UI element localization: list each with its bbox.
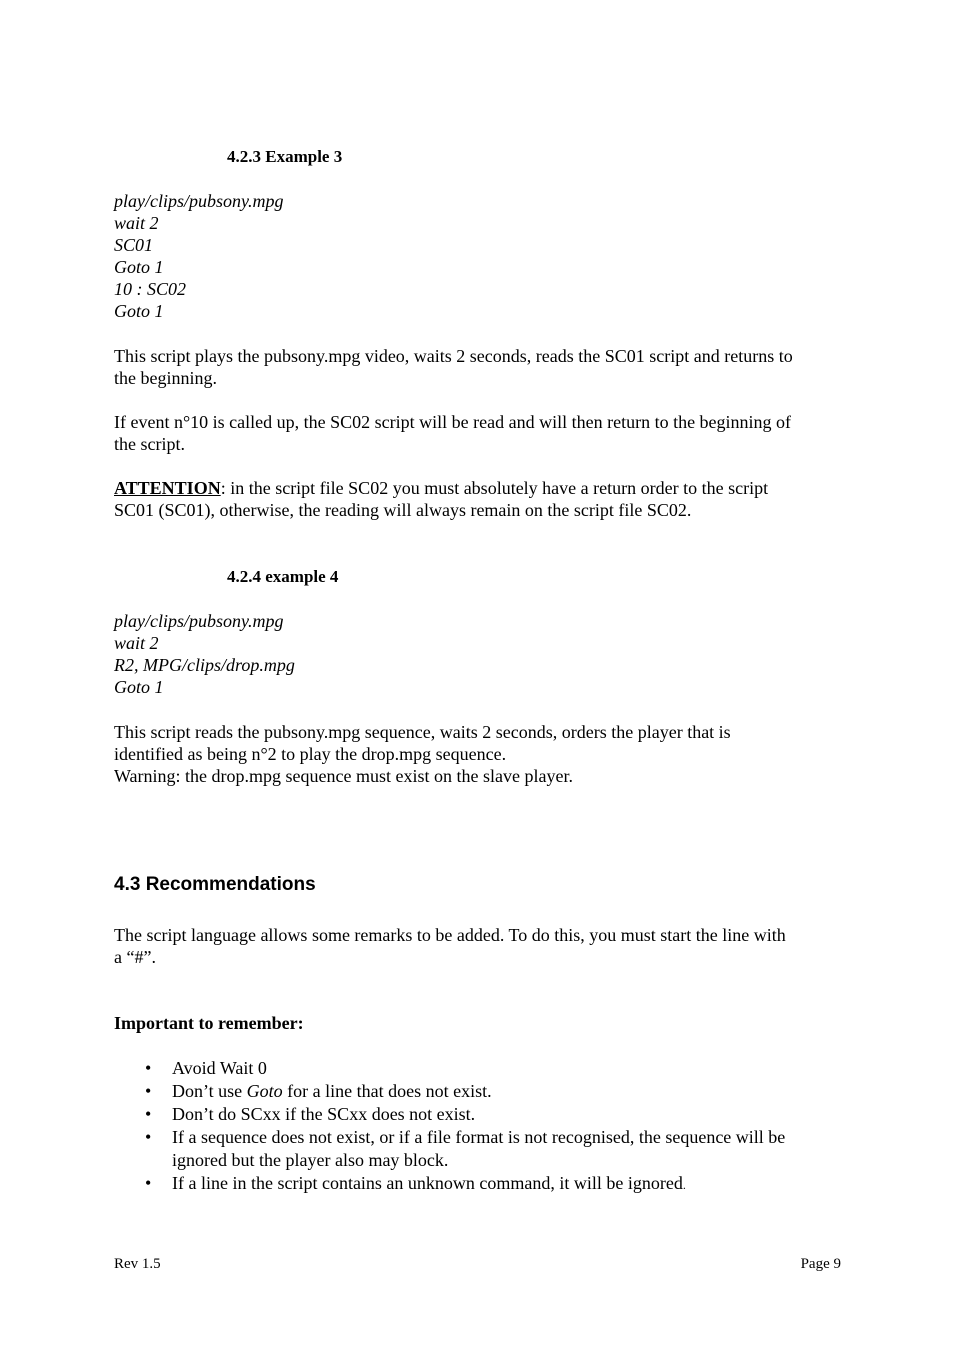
paragraph-line: the script. xyxy=(114,434,185,454)
paragraph-example-4-description xyxy=(114,721,844,787)
script-code-example-4 xyxy=(114,610,295,698)
footer-revision: Rev 1.5 xyxy=(114,1256,161,1272)
footer-page-number: Page 9 xyxy=(800,1256,841,1272)
code-line: Goto 1 xyxy=(114,677,164,697)
list-item-text xyxy=(172,1080,854,1103)
code-line: play/clips/pubsony.mpg xyxy=(114,191,284,211)
bullet-icon: • xyxy=(145,1127,152,1147)
paragraph-line: Warning: the drop.mpg sequence must exist on the slave player. xyxy=(114,766,573,786)
paragraph-line: This script reads the pubsony.mpg sequence, waits 2 seconds, orders the player that is xyxy=(114,722,731,742)
paragraph-example-3-description xyxy=(114,345,844,389)
list-item-text-pre: Don’t use xyxy=(172,1081,247,1101)
recommendations-list xyxy=(114,1057,854,1197)
code-line: R2, MPG/clips/drop.mpg xyxy=(114,655,295,675)
code-line: 10 : SC02 xyxy=(114,279,186,299)
list-item-text-emphasis: Goto xyxy=(246,1081,283,1101)
bullet-icon: • xyxy=(145,1058,152,1078)
paragraph-line: SC01 (SC01), otherwise, the reading will always remain on the script file SC02. xyxy=(114,500,692,520)
paragraph-line: a “#”. xyxy=(114,947,156,967)
paragraph-line: the beginning. xyxy=(114,368,217,388)
paragraph-remarks xyxy=(114,924,844,968)
paragraph-line xyxy=(114,477,844,499)
paragraph-line: If event n°10 is called up, the SC02 script will be read and will then return to the beginning of xyxy=(114,412,792,432)
code-line: Goto 1 xyxy=(114,257,164,277)
list-item-text: Avoid Wait 0 xyxy=(172,1058,267,1078)
attention-label: ATTENTION xyxy=(114,478,221,498)
paragraph-event-10 xyxy=(114,411,844,455)
list-item-text: ignored but the player also may block. xyxy=(172,1150,449,1170)
list-item xyxy=(114,1080,854,1103)
bullet-icon: • xyxy=(145,1081,152,1101)
list-item xyxy=(114,1172,854,1197)
list-item-text: If a sequence does not exist, or if a file format is not recognised, the sequence will be xyxy=(172,1127,786,1147)
bullet-icon: • xyxy=(145,1173,152,1193)
list-item xyxy=(114,1103,854,1126)
paragraph-attention xyxy=(114,477,844,521)
code-line: Goto 1 xyxy=(114,301,164,321)
section-heading-recommendations: 4.3 Recommendations xyxy=(114,874,316,895)
bullet-icon: • xyxy=(145,1104,152,1124)
code-line: wait 2 xyxy=(114,213,159,233)
list-item-text: Don’t do SCxx if the SCxx does not exist. xyxy=(172,1104,476,1124)
code-line: play/clips/pubsony.mpg xyxy=(114,611,284,631)
list-item-text xyxy=(172,1172,854,1197)
list-item-text-post: for a line that does not exist. xyxy=(282,1081,492,1101)
attention-text: : in the script file SC02 you must absolutely have a return order to the script xyxy=(220,478,769,498)
important-label: Important to remember: xyxy=(114,1013,304,1033)
subsection-heading-example-4: 4.2.4 example 4 xyxy=(227,567,339,586)
paragraph-line: The script language allows some remarks to be added. To do this, you must start the line with xyxy=(114,925,786,945)
list-item xyxy=(114,1126,854,1172)
list-item xyxy=(114,1057,854,1080)
list-item-text-period: . xyxy=(682,1178,686,1192)
script-code-example-3 xyxy=(114,190,284,322)
paragraph-line: identified as being n°2 to play the drop.mpg sequence. xyxy=(114,744,507,764)
list-item-text-main: If a line in the script contains an unknown command, it will be ignored xyxy=(172,1173,683,1193)
code-line: SC01 xyxy=(114,235,154,255)
subsection-heading-example-3: 4.2.3 Example 3 xyxy=(227,147,343,166)
paragraph-line: This script plays the pubsony.mpg video, waits 2 seconds, reads the SC01 script and returns to xyxy=(114,346,793,366)
code-line: wait 2 xyxy=(114,633,159,653)
